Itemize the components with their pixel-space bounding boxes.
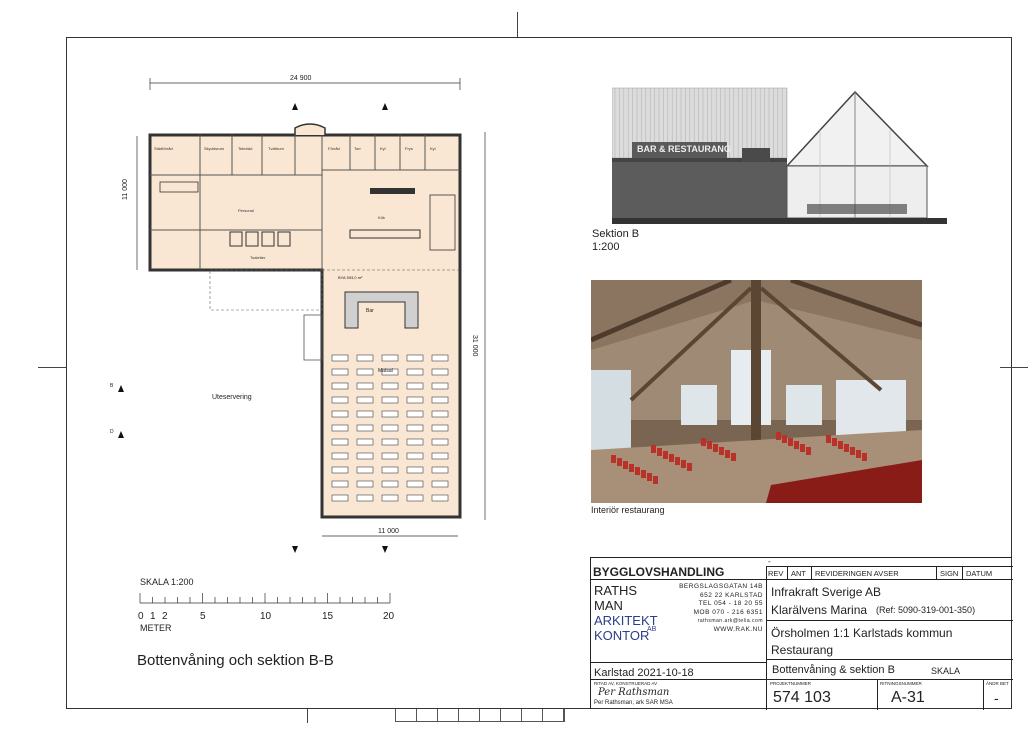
- dining-table: [357, 397, 373, 403]
- project-number: 574 103: [773, 689, 831, 706]
- chair: [617, 458, 622, 466]
- dining-table: [407, 467, 423, 473]
- dining-table: [357, 369, 373, 375]
- chair: [675, 457, 680, 465]
- dining-table: [332, 369, 348, 375]
- chair: [623, 461, 628, 469]
- drawn-by-label: RITAD AV, KONSTRUERAD AV: [594, 681, 658, 686]
- dining-table: [357, 439, 373, 445]
- project-ref: (Ref: 5090-319-001-350): [876, 605, 976, 615]
- dining-table: [407, 383, 423, 389]
- firm-name-2: MAN: [594, 598, 623, 613]
- dining-table: [382, 467, 398, 473]
- dining-table: [432, 397, 448, 403]
- dining-table: [382, 481, 398, 487]
- dimension-right: 31 000: [471, 335, 478, 357]
- room-label: Toaletter: [250, 255, 266, 260]
- dining-table: [382, 439, 398, 445]
- floor-plan: [100, 70, 520, 570]
- dining-table: [432, 425, 448, 431]
- room-label: Kyl: [430, 146, 436, 151]
- chair: [653, 476, 658, 484]
- chair: [794, 441, 799, 449]
- dining-table: [382, 411, 398, 417]
- chair: [647, 473, 652, 481]
- chair: [713, 444, 718, 452]
- revision-dash: -: [768, 557, 771, 566]
- chair: [657, 448, 662, 456]
- dining-table: [357, 467, 373, 473]
- firm-name-1: RATHS: [594, 583, 638, 598]
- scale-tick-1: 1: [150, 611, 156, 622]
- dining-table: [407, 425, 423, 431]
- project-name: Klarälvens Marina: [771, 603, 868, 617]
- chair: [629, 464, 634, 472]
- dining-table: [332, 411, 348, 417]
- room-label: Tvättrum: [268, 146, 284, 151]
- project-number-label: PROJEKTNUMMER: [770, 681, 812, 686]
- section-mark-b: B: [110, 383, 114, 389]
- chair: [707, 441, 712, 449]
- change-label: ÄNDR BET: [986, 681, 1009, 686]
- dining-table: [432, 355, 448, 361]
- crop-mark-top: [517, 12, 518, 37]
- section-mark-d: D: [110, 429, 114, 435]
- chair: [663, 451, 668, 459]
- dimension-left: 11 000: [122, 179, 129, 200]
- client-name: Infrakraft Sverige AB: [771, 585, 882, 599]
- chair: [719, 447, 724, 455]
- dining-table: [357, 453, 373, 459]
- chair: [838, 441, 843, 449]
- building-type: Restaurang: [771, 643, 834, 657]
- firm-name-4: KONTOR: [594, 628, 650, 643]
- chair: [806, 447, 811, 455]
- change-value: -: [994, 690, 999, 706]
- dimension-bottom: 11 000: [378, 528, 399, 535]
- dining-table: [407, 495, 423, 501]
- section-drawing: [612, 86, 947, 228]
- address-line: MOB 070 - 216 6351: [693, 608, 763, 616]
- dining-table: [432, 467, 448, 473]
- location: Örsholmen 1:1 Karlstads kommun: [771, 626, 953, 640]
- chair: [681, 460, 686, 468]
- chair: [844, 444, 849, 452]
- dining-table: [357, 411, 373, 417]
- rev-col-ant: ANT: [791, 569, 806, 578]
- firm-name-3: ARKITEKT: [594, 613, 658, 628]
- room-label: Skyddsrum: [204, 146, 225, 151]
- dining-table: [407, 369, 423, 375]
- dining-table: [382, 397, 398, 403]
- dining-table: [357, 481, 373, 487]
- bar-label: Bar: [366, 308, 374, 314]
- dining-table: [407, 397, 423, 403]
- dining-table: [432, 495, 448, 501]
- chair: [635, 467, 640, 475]
- chair: [862, 453, 867, 461]
- chair: [731, 453, 736, 461]
- dining-label: Matsal: [378, 368, 393, 374]
- room-label: Personal: [238, 208, 254, 213]
- dining-table: [407, 453, 423, 459]
- scale-tick-5: 5: [200, 611, 206, 622]
- dining-table: [382, 383, 398, 389]
- address-line: BERGSLAGSGATAN 14B: [679, 583, 763, 590]
- firm-suffix: AB: [647, 626, 657, 633]
- rev-col-desc: REVIDERINGEN AVSER: [815, 569, 899, 578]
- area-label: BYA 593,0 m²: [338, 275, 363, 280]
- dining-table: [407, 481, 423, 487]
- dining-table: [382, 355, 398, 361]
- crop-mark-left: [38, 367, 66, 368]
- room-label: Tekniskt: [238, 146, 253, 151]
- scale-tick-10: 10: [260, 611, 272, 622]
- rev-col-date: DATUM: [966, 569, 993, 578]
- interior-render: [591, 280, 922, 503]
- scale-tick-0: 0: [138, 611, 144, 622]
- chair: [800, 444, 805, 452]
- scale-tick-15: 15: [322, 611, 334, 622]
- scale-tick-2: 2: [162, 611, 168, 622]
- room-label: Kök: [378, 215, 385, 220]
- place-date: Karlstad 2021-10-18: [594, 667, 694, 679]
- dining-table: [432, 439, 448, 445]
- dining-table: [357, 495, 373, 501]
- chair: [701, 438, 706, 446]
- interior-render-illustration: [591, 280, 922, 503]
- room-label: Frys: [405, 146, 413, 151]
- dimension-width-top: 24 900: [290, 75, 312, 82]
- dining-table: [407, 355, 423, 361]
- scale-tick-20: 20: [383, 611, 395, 622]
- section-caption: Sektion B: [592, 228, 640, 240]
- scale-label: SKALA: [931, 666, 961, 676]
- fold-marks: [395, 709, 565, 722]
- dining-table: [332, 439, 348, 445]
- chair: [611, 455, 616, 463]
- room-label: Städförråd: [154, 146, 173, 151]
- dining-table: [332, 495, 348, 501]
- address-line: rathsman.ark@telia.com: [697, 618, 763, 624]
- chair: [687, 463, 692, 471]
- scale-bar: [138, 577, 398, 637]
- room-label: Förråd: [328, 146, 340, 151]
- dining-table: [332, 397, 348, 403]
- signer-name: Per Rathsman, ark SAR MSA: [594, 700, 673, 706]
- section-illustration: [612, 86, 947, 228]
- address-line: 652 22 KARLSTAD: [699, 591, 763, 599]
- dining-table: [332, 383, 348, 389]
- dining-table: [432, 453, 448, 459]
- title-block: [590, 557, 1012, 709]
- rev-col-rev: REV: [768, 569, 784, 578]
- floor-plan-drawing: [100, 70, 520, 570]
- dining-table: [432, 481, 448, 487]
- section-sign: BAR & RESTAURANG: [637, 144, 731, 154]
- crop-mark-bottom: [307, 709, 308, 723]
- chair: [832, 438, 837, 446]
- chair: [651, 445, 656, 453]
- signature: Per Rathsman: [598, 687, 670, 698]
- dining-table: [332, 425, 348, 431]
- chair: [725, 450, 730, 458]
- plan-caption: Bottenvåning och sektion B-B: [137, 652, 334, 669]
- dining-table: [382, 425, 398, 431]
- chair: [850, 447, 855, 455]
- dining-table: [357, 425, 373, 431]
- room-label: Kyl: [380, 146, 386, 151]
- drawing-number: A-31: [891, 689, 925, 706]
- scale-unit: METER: [140, 623, 172, 633]
- scale-title: SKALA 1:200: [140, 577, 194, 587]
- address-line: WWW.RAK.NU: [713, 625, 763, 633]
- dining-table: [407, 411, 423, 417]
- dining-table: [432, 369, 448, 375]
- address-line: TEL 054 - 18 20 55: [698, 600, 763, 607]
- rev-col-sign: SIGN: [940, 569, 959, 578]
- dining-table: [357, 383, 373, 389]
- dining-table: [432, 383, 448, 389]
- dining-table: [332, 481, 348, 487]
- drawing-title: Bottenvåning & sektion B: [772, 664, 895, 676]
- firm-address: [679, 583, 763, 634]
- dining-table: [332, 355, 348, 361]
- dining-table: [332, 467, 348, 473]
- drawing-number-label: RITNINGSNUMMER: [880, 681, 922, 686]
- chair: [826, 435, 831, 443]
- dining-table: [407, 439, 423, 445]
- stage-label: BYGGLOVSHANDLING: [593, 565, 725, 579]
- dining-table: [382, 495, 398, 501]
- chair: [776, 432, 781, 440]
- chair: [669, 454, 674, 462]
- chair: [788, 438, 793, 446]
- chair: [782, 435, 787, 443]
- dining-table: [432, 411, 448, 417]
- interior-caption: Interiör restaurang: [591, 505, 665, 515]
- dining-table: [357, 355, 373, 361]
- chair: [856, 450, 861, 458]
- crop-mark-right: [1000, 367, 1028, 368]
- room-label: Torr: [354, 146, 361, 151]
- outdoor-seating-label: Uteservering: [212, 394, 252, 401]
- section-scale: 1:200: [592, 241, 620, 253]
- dining-table: [382, 453, 398, 459]
- dining-table: [332, 453, 348, 459]
- chair: [641, 470, 646, 478]
- scale-ruler: [138, 591, 398, 611]
